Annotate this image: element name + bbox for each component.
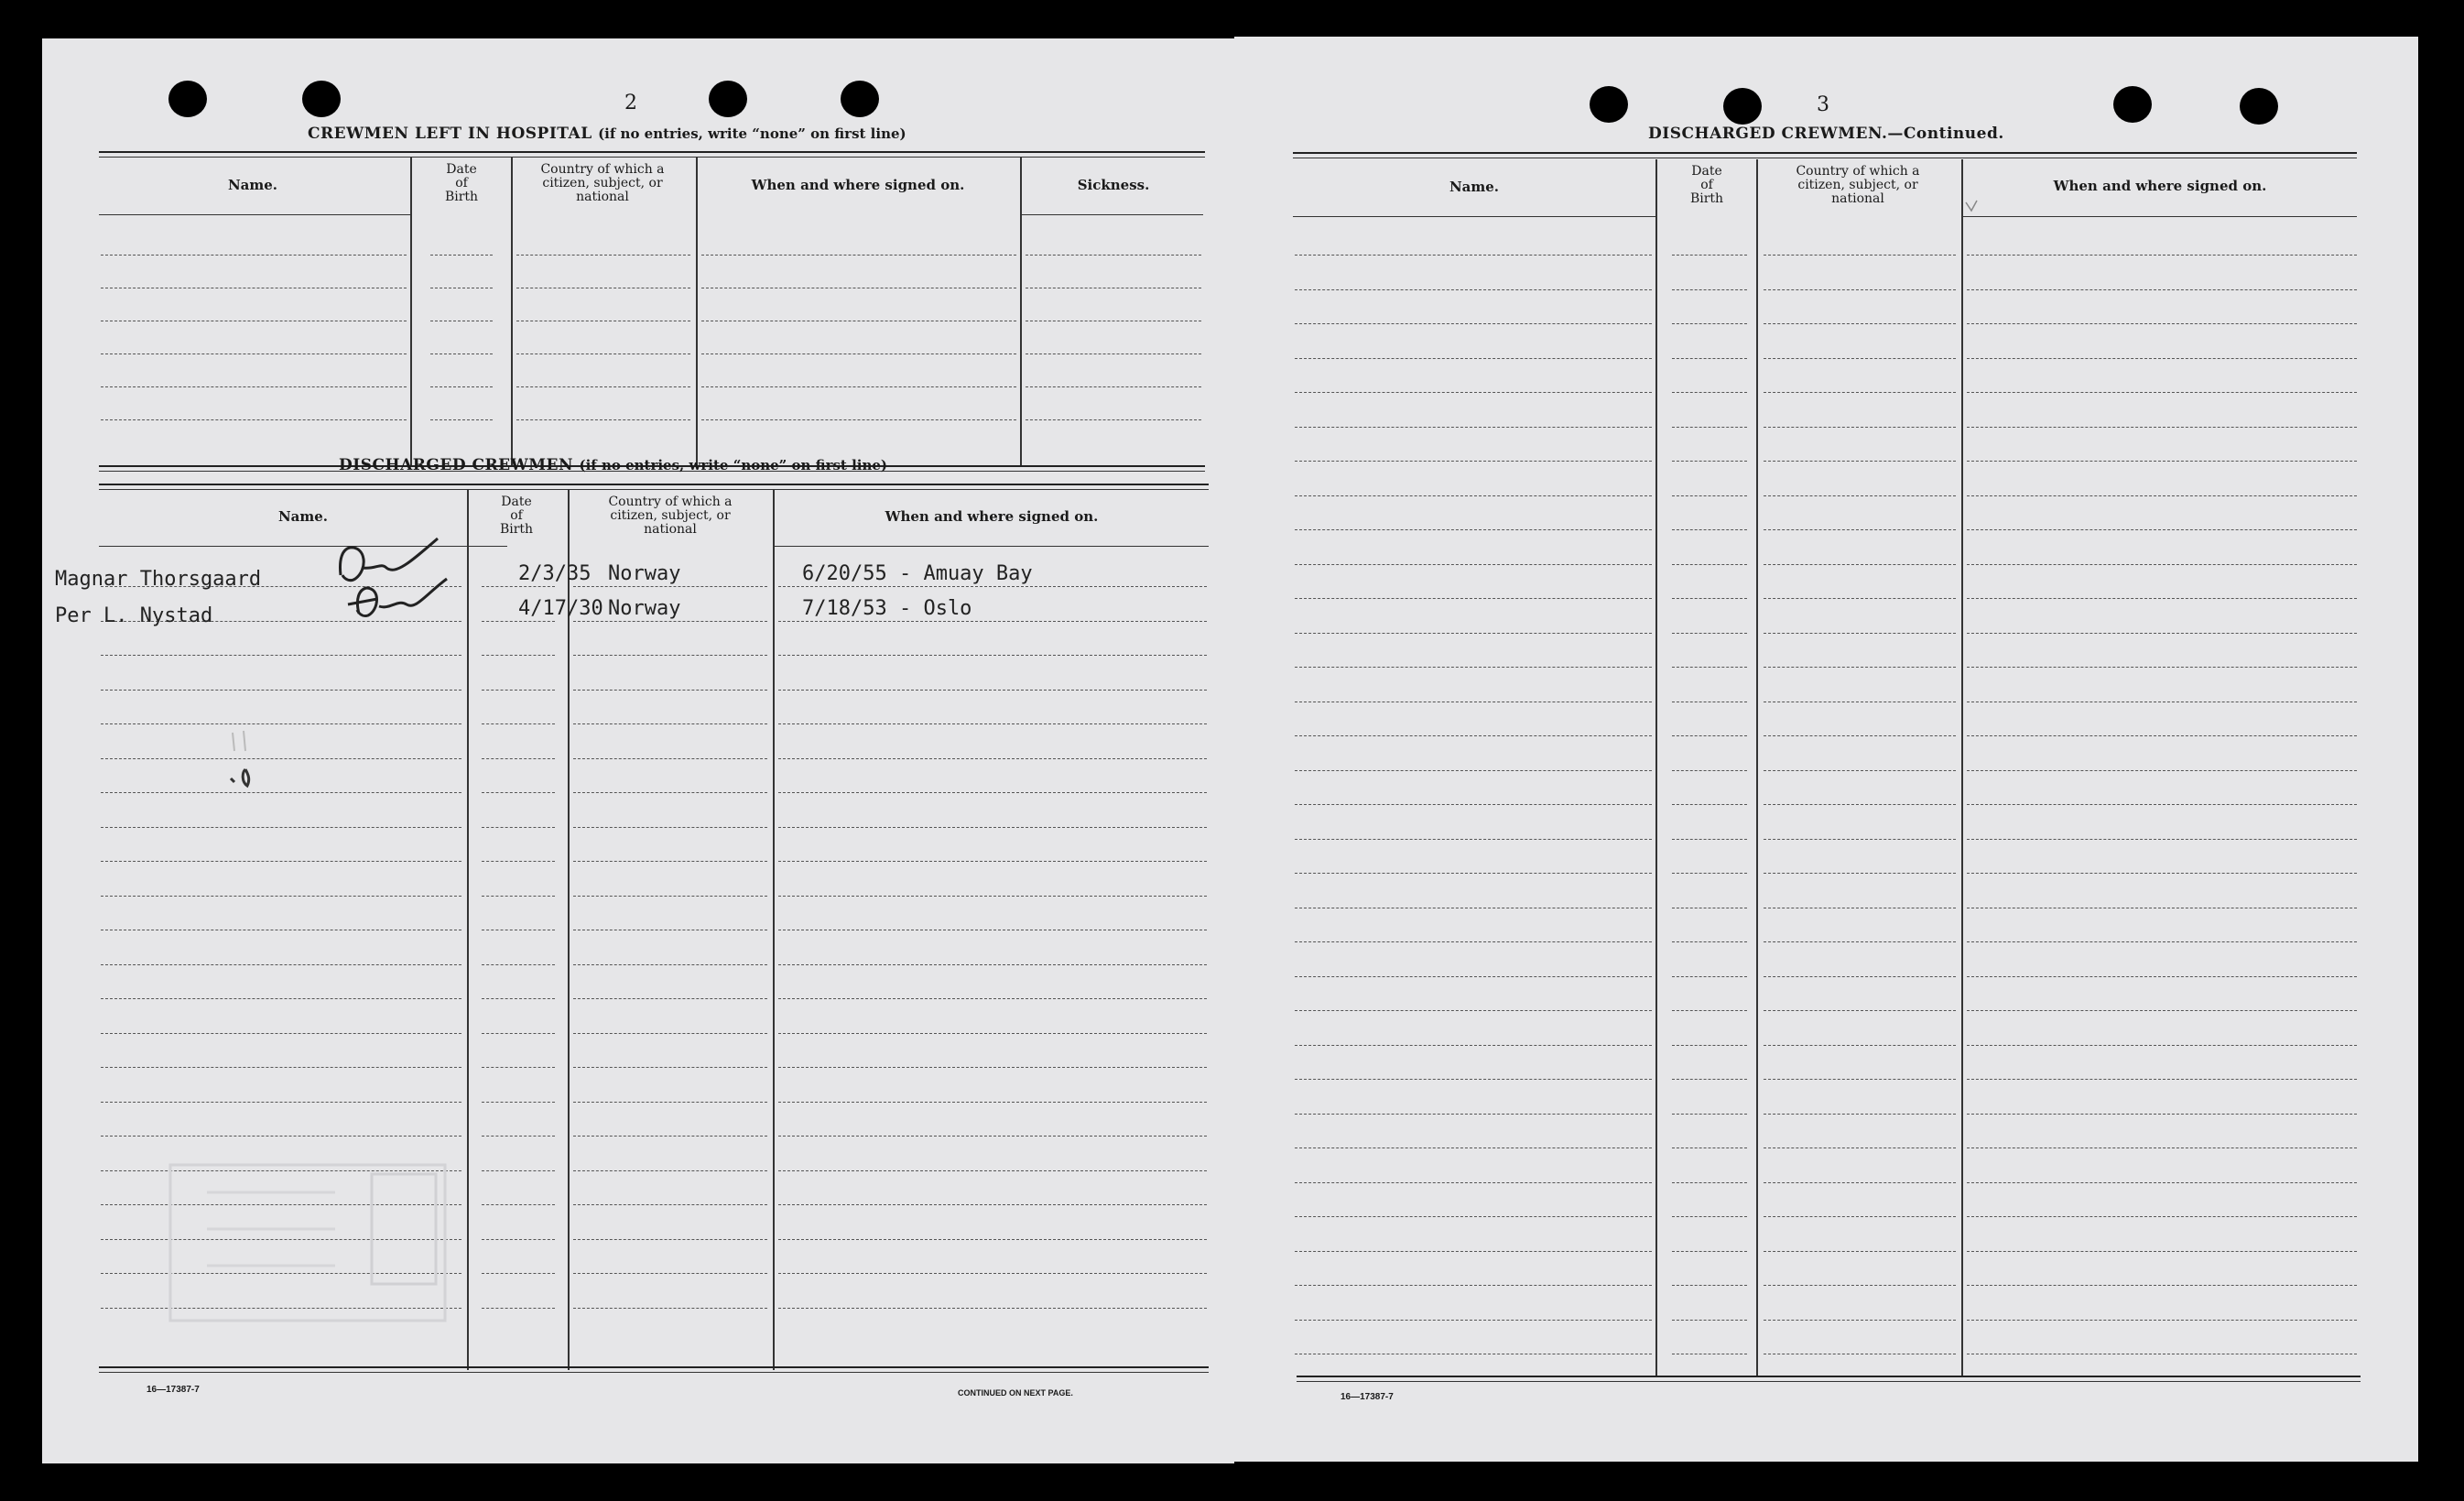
ruled-line xyxy=(1672,873,1747,874)
ruled-line xyxy=(573,998,767,999)
ruled-line xyxy=(778,655,1207,656)
ruled-line xyxy=(1295,1216,1652,1217)
ruled-line xyxy=(1672,495,1747,496)
ruled-line xyxy=(1672,461,1747,462)
ruled-line xyxy=(573,827,767,828)
discharged-title-text: DISCHARGED CREWMEN xyxy=(339,456,574,474)
ruled-line xyxy=(1295,598,1652,599)
ruled-line xyxy=(778,1239,1207,1240)
ruled-line xyxy=(1967,495,2357,496)
ruled-line xyxy=(778,896,1207,897)
ruled-line xyxy=(573,621,767,622)
ruled-line xyxy=(1672,976,1747,977)
column-line xyxy=(1655,159,1657,1377)
ruled-line xyxy=(482,998,555,999)
col-header-dob: Date of Birth xyxy=(499,495,534,537)
col-header-country: Country of which a citizen, subject, or national xyxy=(1796,164,1920,206)
ruled-line xyxy=(778,827,1207,828)
ruled-line xyxy=(1295,427,1652,428)
col-header-sickness: Sickness. xyxy=(1077,177,1150,193)
form-number: 16—17387-7 xyxy=(147,1385,200,1395)
ruled-line xyxy=(778,586,1207,587)
ruled-line xyxy=(1764,564,1956,565)
ruled-line xyxy=(573,861,767,862)
punch-hole xyxy=(709,81,747,117)
ruled-line xyxy=(516,419,690,420)
ruled-line xyxy=(1967,255,2357,256)
hospital-title-note: (if no entries, write “none” on first line) xyxy=(598,125,906,142)
ruled-line xyxy=(101,1102,461,1103)
ruled-line xyxy=(1672,529,1747,530)
ruled-line xyxy=(1672,633,1747,634)
header-rule xyxy=(99,214,410,215)
ruled-line xyxy=(1295,1045,1652,1046)
ruled-line xyxy=(516,353,690,354)
ruled-line xyxy=(1967,323,2357,324)
col-header-dob: Date of Birth xyxy=(444,162,479,204)
ruled-line xyxy=(1672,1114,1747,1115)
hospital-title-text: CREWMEN LEFT IN HOSPITAL xyxy=(308,125,592,143)
ruled-line xyxy=(482,723,555,724)
ruled-line xyxy=(482,586,555,587)
ruled-line xyxy=(1295,358,1652,359)
rule xyxy=(99,1366,1209,1368)
ruled-line xyxy=(1764,633,1956,634)
ruled-line xyxy=(573,1273,767,1274)
rule xyxy=(99,157,1205,158)
ruled-line xyxy=(101,964,461,965)
ruled-line xyxy=(1672,427,1747,428)
ruled-line xyxy=(101,1033,461,1034)
ruled-line xyxy=(1967,598,2357,599)
ruled-line xyxy=(1764,392,1956,393)
ruled-line xyxy=(101,758,461,759)
column-line xyxy=(568,489,570,1370)
entry-name: Per L. Nystad xyxy=(55,604,213,627)
ruled-line xyxy=(1764,255,1956,256)
ruled-line xyxy=(482,792,555,793)
ruled-line xyxy=(101,655,461,656)
ruled-line xyxy=(778,1273,1207,1274)
ruled-line xyxy=(1026,255,1201,256)
ruled-line xyxy=(701,386,1016,387)
ruled-line xyxy=(482,655,555,656)
ruled-line xyxy=(778,861,1207,862)
ruled-line xyxy=(1295,323,1652,324)
ruled-line xyxy=(778,758,1207,759)
ruled-line xyxy=(1764,289,1956,290)
ruled-line xyxy=(1672,804,1747,805)
ruled-line xyxy=(1764,1251,1956,1252)
col-header-dob: Date of Birth xyxy=(1689,164,1724,206)
ruled-line xyxy=(1672,598,1747,599)
discharged-title-note: (if no entries, write “none” on first line) xyxy=(579,457,888,473)
ruled-line xyxy=(1967,392,2357,393)
ruled-line xyxy=(1967,667,2357,668)
ruled-line xyxy=(101,827,461,828)
ruled-line xyxy=(1764,976,1956,977)
ruled-line xyxy=(101,861,461,862)
ruled-line xyxy=(1672,289,1747,290)
right-title-text: DISCHARGED CREWMEN.—Continued. xyxy=(1648,125,2004,143)
ruled-line xyxy=(1295,392,1652,393)
column-line xyxy=(1961,159,1963,1377)
ruled-line xyxy=(101,1067,461,1068)
ruled-line xyxy=(573,1204,767,1205)
right-title xyxy=(1648,125,2004,143)
ruled-line xyxy=(1967,804,2357,805)
ruled-line xyxy=(778,1067,1207,1068)
punch-hole xyxy=(168,81,207,117)
ruled-line xyxy=(1672,1182,1747,1183)
ruled-line xyxy=(1967,1182,2357,1183)
header-rule xyxy=(1020,214,1203,215)
ruled-line xyxy=(101,690,461,691)
rule xyxy=(99,489,1209,490)
ruled-line xyxy=(1295,770,1652,771)
ruled-line xyxy=(516,386,690,387)
ruled-line xyxy=(778,1170,1207,1171)
entry-country: Norway xyxy=(608,597,681,620)
form-number: 16—17387-7 xyxy=(1341,1392,1394,1402)
col-header-signed: When and where signed on. xyxy=(2053,178,2267,194)
ruled-line xyxy=(1967,529,2357,530)
rule xyxy=(1297,1381,2361,1382)
ruled-line xyxy=(1967,358,2357,359)
ruled-line xyxy=(1764,770,1956,771)
ruled-line xyxy=(1295,1251,1652,1252)
ruled-line xyxy=(1672,667,1747,668)
ruled-line xyxy=(1764,1285,1956,1286)
ruled-line xyxy=(1295,839,1652,840)
ruled-line xyxy=(482,861,555,862)
ruled-line xyxy=(573,1170,767,1171)
ruled-line xyxy=(1295,289,1652,290)
ruled-line xyxy=(1295,804,1652,805)
ruled-line xyxy=(573,1136,767,1137)
ruled-line xyxy=(1764,1079,1956,1080)
ruled-line xyxy=(482,621,555,622)
ruled-line xyxy=(778,1102,1207,1103)
ruled-line xyxy=(482,964,555,965)
ruled-line xyxy=(482,827,555,828)
ruled-line xyxy=(101,792,461,793)
ruled-line xyxy=(573,792,767,793)
hospital-section-title xyxy=(308,125,906,143)
ruled-line xyxy=(101,353,407,354)
discharged-section-title xyxy=(339,456,887,474)
ruled-line xyxy=(1764,667,1956,668)
ruled-line xyxy=(1672,1045,1747,1046)
ruled-line xyxy=(573,1308,767,1309)
ruled-line xyxy=(1672,1320,1747,1321)
ruled-line xyxy=(516,255,690,256)
column-line xyxy=(511,158,513,467)
col-header-signed: When and where signed on. xyxy=(751,177,965,193)
page-number: 2 xyxy=(624,92,637,114)
ruled-line xyxy=(482,690,555,691)
ruled-line xyxy=(778,792,1207,793)
ruled-line xyxy=(101,723,461,724)
ruled-line xyxy=(1295,495,1652,496)
entry-dob: 4/17/30 xyxy=(518,597,603,620)
ruled-line xyxy=(1764,323,1956,324)
col-header-signed: When and where signed on. xyxy=(885,508,1099,525)
ruled-line xyxy=(1764,1010,1956,1011)
ruled-line xyxy=(1967,289,2357,290)
ruled-line xyxy=(430,353,493,354)
col-header-country: Country of which a citizen, subject, or national xyxy=(540,162,665,204)
column-line xyxy=(1020,158,1022,467)
pencil-mark xyxy=(225,725,280,799)
ruled-line xyxy=(1764,839,1956,840)
faded-stamp xyxy=(152,1137,500,1348)
ruled-line xyxy=(482,1136,555,1137)
ruled-line xyxy=(1764,427,1956,428)
ruled-line xyxy=(482,758,555,759)
ruled-line xyxy=(1967,564,2357,565)
ruled-line xyxy=(101,896,461,897)
ruled-line xyxy=(1967,770,2357,771)
ruled-line xyxy=(1967,941,2357,942)
ruled-line xyxy=(1967,461,2357,462)
entry-signed: 7/18/53 - Oslo xyxy=(802,597,972,620)
ruled-line xyxy=(1764,495,1956,496)
ruled-line xyxy=(1672,1216,1747,1217)
column-line xyxy=(773,489,775,1370)
ruled-line xyxy=(1967,1285,2357,1286)
ruled-line xyxy=(1295,1010,1652,1011)
entry-name: Magnar Thorsgaard xyxy=(55,568,262,591)
ruled-line xyxy=(482,1102,555,1103)
ruled-line xyxy=(1672,392,1747,393)
ruled-line xyxy=(778,1204,1207,1205)
ruled-line xyxy=(101,419,407,420)
ruled-line xyxy=(1967,427,2357,428)
ruled-line xyxy=(573,690,767,691)
ruled-line xyxy=(1967,735,2357,736)
ruled-line xyxy=(1967,839,2357,840)
ruled-line xyxy=(1672,1285,1747,1286)
ruled-line xyxy=(1295,564,1652,565)
ruled-line xyxy=(1295,1114,1652,1115)
entry-signed: 6/20/55 - Amuay Bay xyxy=(802,562,1033,585)
ruled-line xyxy=(1672,323,1747,324)
ruled-line xyxy=(778,690,1207,691)
punch-hole xyxy=(2240,88,2278,125)
ruled-line xyxy=(1764,804,1956,805)
ruled-line xyxy=(1672,1251,1747,1252)
ruled-line xyxy=(1967,873,2357,874)
ruled-line xyxy=(573,896,767,897)
ruled-line xyxy=(1295,873,1652,874)
ruled-line xyxy=(1764,1320,1956,1321)
header-rule xyxy=(773,546,1209,547)
ruled-line xyxy=(430,419,493,420)
ruled-line xyxy=(1967,1079,2357,1080)
page-number: 3 xyxy=(1817,93,1829,116)
ruled-line xyxy=(1764,598,1956,599)
rule xyxy=(1293,152,2357,154)
ruled-line xyxy=(573,758,767,759)
ruled-line xyxy=(1672,770,1747,771)
ruled-line xyxy=(1026,419,1201,420)
ruled-line xyxy=(778,1033,1207,1034)
ruled-line xyxy=(701,353,1016,354)
ruled-line xyxy=(1967,1010,2357,1011)
ruled-line xyxy=(573,1239,767,1240)
ruled-line xyxy=(1295,941,1652,942)
rule xyxy=(99,484,1209,485)
col-header-name: Name. xyxy=(227,177,278,193)
ruled-line xyxy=(1026,353,1201,354)
ruled-line xyxy=(573,964,767,965)
ruled-line xyxy=(1967,976,2357,977)
punch-hole xyxy=(1590,86,1628,123)
right-page xyxy=(1234,37,2418,1462)
ruled-line xyxy=(482,1033,555,1034)
ruled-line xyxy=(1295,667,1652,668)
ruled-line xyxy=(573,586,767,587)
header-rule xyxy=(1293,216,1655,217)
ruled-line xyxy=(1764,1216,1956,1217)
col-header-name: Name. xyxy=(277,508,329,525)
ruled-line xyxy=(1764,529,1956,530)
ruled-line xyxy=(1764,941,1956,942)
pencil-tick xyxy=(1963,198,1981,216)
ruled-line xyxy=(1295,1320,1652,1321)
ruled-line xyxy=(1295,529,1652,530)
ruled-line xyxy=(573,723,767,724)
ruled-line xyxy=(1967,1114,2357,1115)
ruled-line xyxy=(1967,1251,2357,1252)
ruled-line xyxy=(1026,386,1201,387)
ruled-line xyxy=(778,964,1207,965)
ruled-line xyxy=(1764,461,1956,462)
ruled-line xyxy=(778,723,1207,724)
ruled-line xyxy=(1295,255,1652,256)
ruled-line xyxy=(1672,941,1747,942)
ruled-line xyxy=(573,1102,767,1103)
ruled-line xyxy=(1672,1010,1747,1011)
entry-country: Norway xyxy=(608,562,681,585)
ruled-line xyxy=(1672,255,1747,256)
column-line xyxy=(696,158,698,467)
ruled-line xyxy=(1295,1182,1652,1183)
ruled-line xyxy=(1672,735,1747,736)
entry-dob: 2/3/35 xyxy=(518,562,592,585)
ruled-line xyxy=(701,419,1016,420)
header-rule xyxy=(1961,216,2357,217)
ruled-line xyxy=(430,255,493,256)
ruled-line xyxy=(1764,1045,1956,1046)
ruled-line xyxy=(573,655,767,656)
col-header-name: Name. xyxy=(1449,179,1500,195)
ruled-line xyxy=(1295,1079,1652,1080)
ruled-line xyxy=(778,1308,1207,1309)
ruled-line xyxy=(1967,633,2357,634)
ruled-line xyxy=(101,998,461,999)
ruled-line xyxy=(1672,1079,1747,1080)
ruled-line xyxy=(1672,839,1747,840)
ruled-line xyxy=(573,1033,767,1034)
ruled-line xyxy=(482,896,555,897)
punch-hole xyxy=(841,81,879,117)
handwritten-mark xyxy=(322,522,460,632)
ruled-line xyxy=(1967,1320,2357,1321)
ruled-line xyxy=(1764,1114,1956,1115)
ruled-line xyxy=(1967,1216,2357,1217)
ruled-line xyxy=(778,1136,1207,1137)
punch-hole xyxy=(2113,86,2152,123)
ruled-line xyxy=(430,386,493,387)
ruled-line xyxy=(1764,735,1956,736)
col-header-country: Country of which a citizen, subject, or national xyxy=(608,495,733,537)
column-line xyxy=(410,158,412,467)
rule xyxy=(1297,1376,2361,1377)
ruled-line xyxy=(101,1136,461,1137)
continued-note: CONTINUED ON NEXT PAGE. xyxy=(958,1388,1073,1398)
ruled-line xyxy=(778,998,1207,999)
ruled-line xyxy=(1295,633,1652,634)
punch-hole xyxy=(302,81,341,117)
ruled-line xyxy=(1764,873,1956,874)
ruled-line xyxy=(101,386,407,387)
ruled-line xyxy=(1764,358,1956,359)
ruled-line xyxy=(778,621,1207,622)
rule xyxy=(99,151,1205,153)
ruled-line xyxy=(1764,1182,1956,1183)
ruled-line xyxy=(573,1067,767,1068)
ruled-line xyxy=(701,255,1016,256)
ruled-line xyxy=(1295,976,1652,977)
ruled-line xyxy=(482,1067,555,1068)
column-line xyxy=(1756,159,1758,1377)
ruled-line xyxy=(1672,358,1747,359)
ruled-line xyxy=(1295,461,1652,462)
ruled-line xyxy=(1295,735,1652,736)
ruled-line xyxy=(1295,1285,1652,1286)
left-page xyxy=(42,38,1234,1463)
rule xyxy=(99,1372,1209,1373)
ruled-line xyxy=(101,255,407,256)
ruled-line xyxy=(1967,1045,2357,1046)
ruled-line xyxy=(1672,564,1747,565)
punch-hole xyxy=(1723,88,1762,125)
